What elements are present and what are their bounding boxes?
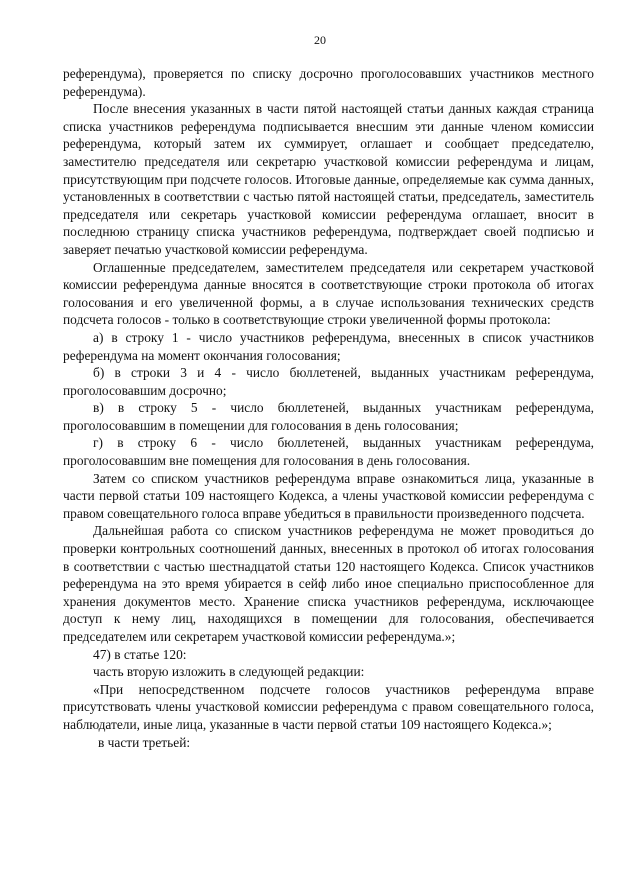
paragraph: Затем со списком участников референдума вправе ознакомиться лица, указанные в части первой статьи 109 настоящего Кодекса, а члены участковой комиссии референдума с правом совещательного голоса вправе убедиться в правильности произведенного подсчета.: [63, 470, 594, 521]
amendment-item: 47) в статье 120:: [93, 646, 187, 662]
body-text: [63, 65, 594, 751]
paragraph: После внесения указанных в части пятой настоящей статьи данных каждая страница списка участников референдума подписывается внесшим эти данные членом комиссии референдума, который затем их суммирует, оглашает и сообщает председателю, заместителю председателя или секретарю участковой комиссии референдума и лицам, присутствующим при подсчете голосов. Итоговые данные, определяемые как сумма данных, установленных в соответствии с частью пятой настоящей статьи, председатель, заместитель председателя или секретарь участковой комиссии референдума оглашает, вносит в последнюю страницу списка участников референдума, подтверждает своей подписью и заверяет печатью участковой комиссии референдума.: [63, 101, 594, 257]
paragraph: в части третьей:: [98, 734, 191, 750]
list-item: в) в строку 5 - число бюллетеней, выданных участникам референдума, проголосовавшим в помещении для голосования в день голосования;: [63, 400, 594, 433]
list-item: г) в строку 6 - число бюллетеней, выданных участникам референдума, проголосовавшим вне помещения для голосования в день голосования.: [63, 435, 594, 469]
list-item: а) в строку 1 - число участников референдума, внесенных в список участников референдума на момент окончания голосования;: [63, 329, 594, 363]
list-item: б) в строки 3 и 4 - число бюллетеней, выданных участникам референдума, проголосовавшим досрочно;: [63, 365, 594, 398]
paragraph: референдума), проверяется по списку досрочно проголосовавших участников местного референдума).: [63, 66, 594, 99]
page-number: 20: [314, 33, 326, 47]
paragraph: Оглашенные председателем, заместителем председателя или секретарем участковой комиссии референдума данные вносятся в соответствующие строки протокола об итогах голосования и его увеличенной формы, а в случае использования технических средств подсчета голосов - только в соответствующие строки увеличенной формы протокола:: [63, 259, 594, 328]
quoted-paragraph: «При непосредственном подсчете голосов участников референдума вправе присутствовать члены участковой комиссии референдума с правом совещательного голоса, наблюдатели, иные лица, указанные в части первой статьи 109 настоящего Кодекса.»;: [63, 681, 594, 732]
paragraph: Дальнейшая работа со списком участников референдума не может проводиться до проверки контрольных соотношений данных, внесенных в протокол об итогах голосования в соответствии с частью шестнадцатой статьи 120 настоящего Кодекса. Список участников референдума на это время убирается в сейф либо иное специально приспособленное для хранения документов место. Хранение списка участников референдума, исключающее доступ к нему лиц, находящихся в помещении для голосования, обеспечивается председателем или секретарем участковой комиссии референдума.»;: [63, 523, 594, 644]
paragraph: часть вторую изложить в следующей редакции:: [93, 664, 365, 680]
